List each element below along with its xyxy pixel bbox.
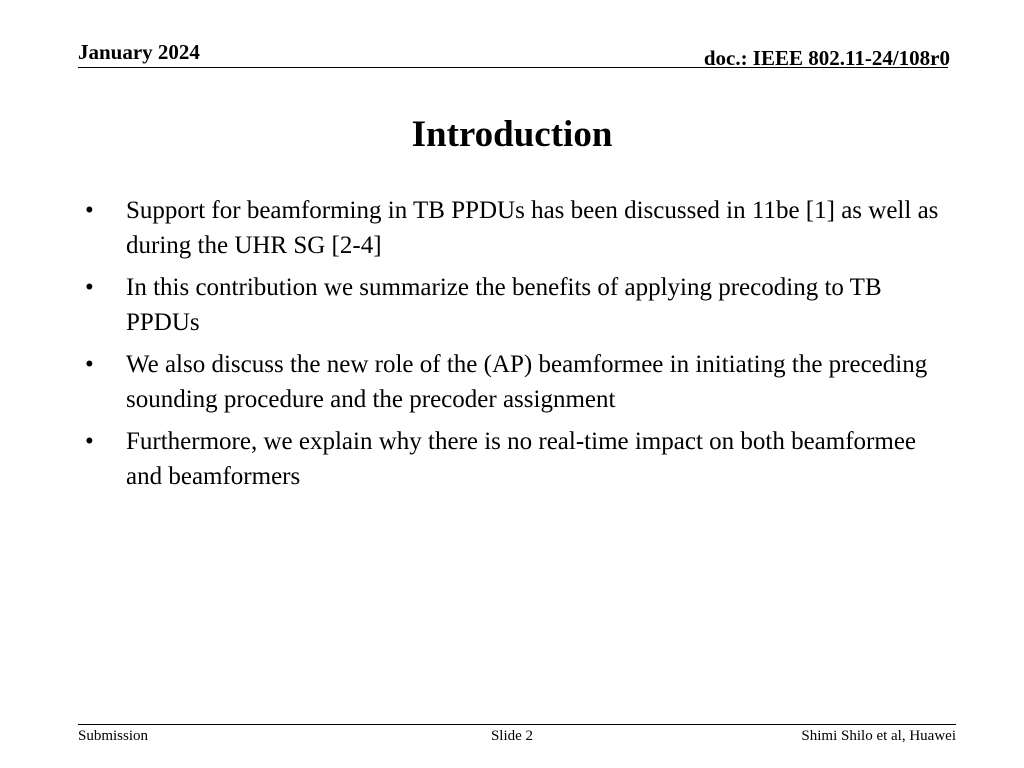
bullet-list	[78, 193, 958, 501]
header-date: January 2024	[78, 40, 200, 64]
bullet-item	[78, 193, 958, 263]
bullet-icon: •	[85, 274, 94, 301]
footer-divider	[78, 724, 956, 725]
bullet-text: We also discuss the new role of the (AP) beamformee in initiating the preceding sounding procedure and the precoder assignment	[126, 351, 928, 413]
bullet-item	[78, 424, 958, 494]
bullet-text: In this contribution we summarize the benefits of applying precoding to TB PPDUs	[126, 274, 882, 336]
bullet-text: Furthermore, we explain why there is no real-time impact on both beamformee and beamformers	[126, 428, 917, 490]
bullet-item	[78, 270, 958, 340]
header-doc-id: doc.: IEEE 802.11-24/108r0	[703, 46, 950, 70]
header-divider	[78, 67, 948, 68]
footer-authors: Shimi Shilo et al, Huawei	[801, 728, 956, 744]
bullet-text: Support for beamforming in TB PPDUs has been discussed in 11be [1] as well as during the UHR SG [2-4]	[126, 197, 939, 259]
footer-submission: Submission	[78, 728, 149, 744]
slide-title: Introduction	[411, 114, 613, 155]
bullet-icon: •	[85, 197, 94, 224]
footer-slide-number: Slide 2	[490, 728, 534, 744]
bullet-icon: •	[85, 428, 94, 455]
bullet-icon: •	[85, 351, 94, 378]
bullet-item	[78, 347, 958, 417]
